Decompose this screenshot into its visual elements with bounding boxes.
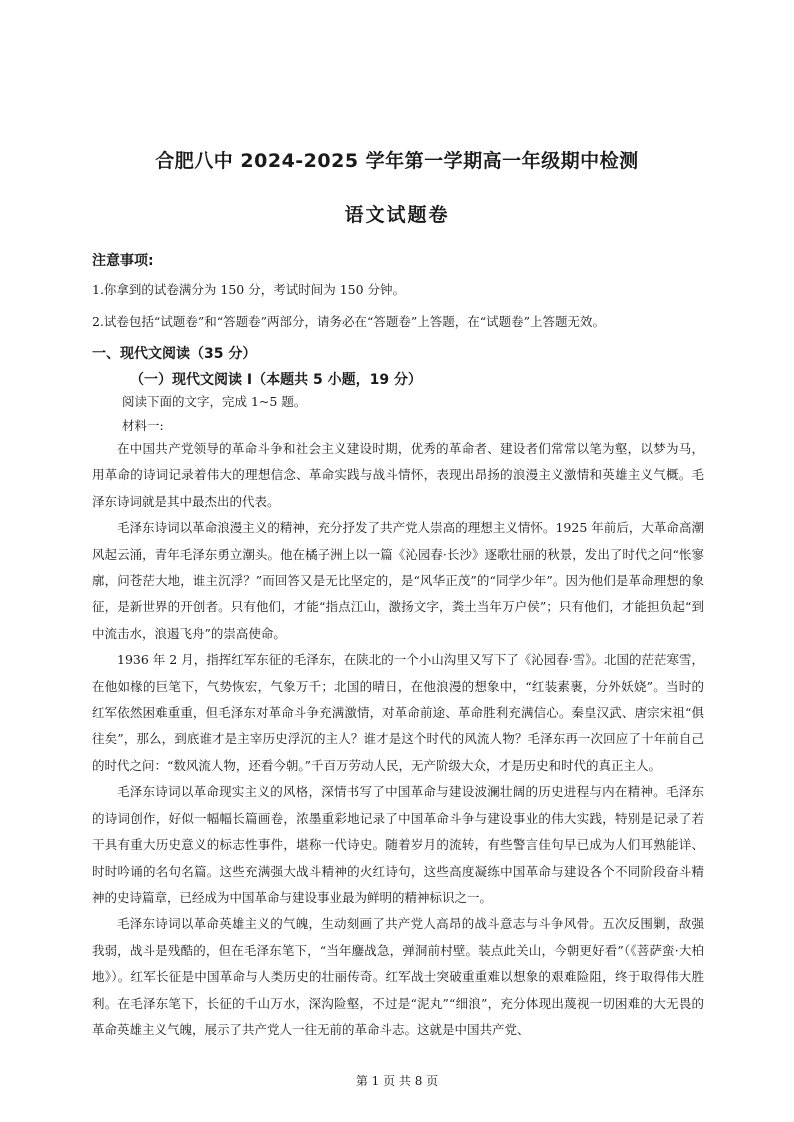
exam-subtitle: 语文试题卷	[344, 204, 450, 226]
passage-paragraph: 毛泽东诗词以革命现实主义的风格，深情书写了中国革命与建设波澜壮阔的历史进程与内在精神。毛泽东的诗词创作，好似一幅幅长篇画卷，浓墨重彩地记录了中国革命斗争与建设事业的伟大实践，特别是记录了若干具有重大历史意义的标志性事件，堪称一代诗史。随着岁月的流转，有些警言佳句早已成为人们耳熟能详、时时吟诵的名句名篇。这些充满强大战斗精神的火红诗句，这些高度凝练中国革命与建设各个不同阶段奋斗精神的史诗篇章，已经成为中国革命与建设事业最为鲜明的精神标识之一。	[92, 784, 704, 905]
reading-instruction: 阅读下面的文字，完成 1~5 题。	[122, 394, 307, 409]
notice-item-1: 1.你拿到的试卷满分为 150 分，考试时间为 150 分钟。	[92, 282, 406, 297]
section-heading: 一、现代文阅读（35 分）	[92, 346, 257, 362]
passage-paragraph: 毛泽东诗词以革命英雄主义的气魄，生动刻画了共产党人高昂的战斗意志与斗争风骨。五次反围剿，敌强我弱，战斗是残酷的，但在毛泽东笔下，“当年鏖战急，弹洞前村壁。装点此关山，今朝更好看”（《菩萨蛮·大柏地》）。红军长征是中国革命与人类历史的壮丽传奇。红军战士突破重重难以想象的艰难险阻，终于取得伟大胜利。在毛泽东笔下，长征的千山万水，深沟险壑，不过是“泥丸”“细浪”，充分体现出蔑视一切困难的大无畏的革命英雄主义气魄，展示了共产党人一往无前的革命斗志。这就是中国共产党、	[92, 916, 704, 1037]
passage-paragraph: 在中国共产党领导的革命斗争和社会主义建设时期，优秀的革命者、建设者们常常以笔为壑，以梦为马，用革命的诗词记录着伟大的理想信念、革命实践与战斗情怀，表现出昂扬的浪漫主义激情和英雄主义气概。毛泽东诗词就是其中最杰出的代表。	[92, 441, 704, 509]
passage-paragraph: 1936 年 2 月，指挥红军东征的毛泽东，在陕北的一个小山沟里又写下了《沁园春·雪》。北国的茫茫寒雪，在他如椽的巨笔下，气势恢宏，气象万千；北国的晴日，在他浪漫的想象中，“红装素裹，分外妖娆”。当时的红军依然困难重重，但毛泽东对革命斗争充满激情，对革命前途、革命胜利充满信心。秦皇汉武、唐宗宋祖“俱往矣”，那么，到底谁才是主宰历史浮沉的主人？谁才是这个时代的风流人物？毛泽东再一次回应了十年前自己的时代之问：“数风流人物，还看今朝。”千百万劳动人民，无产阶级大众，才是历史和时代的真正主人。	[92, 652, 704, 773]
passage-body	[92, 436, 704, 1043]
material-label: 材料一:	[122, 418, 164, 433]
page-footer: 第 1 页 共 8 页	[355, 1074, 439, 1088]
notice-item-2: 2.试卷包括“试题卷”和“答题卷”两部分，请务必在“答题卷”上答题，在“试题卷”上答题无效。	[92, 314, 606, 329]
passage-paragraph: 毛泽东诗词以革命浪漫主义的精神，充分抒发了共产党人崇高的理想主义情怀。1925 年前后，大革命高潮风起云涌，青年毛泽东勇立潮头。他在橘子洲上以一篇《沁园春·长沙》逐歌壮丽的秋景，发出了时代之问“怅寥廓，问苍茫大地，谁主沉浮？”而回答又是无比坚定的，是“风华正茂”的“同学少年”。因为他们是革命理想的象征，是新世界的开创者。只有他们，才能“指点江山，激扬文字，粪土当年万户侯”；只有他们，才能担负起“到中流击水，浪遏飞舟”的崇高使命。	[92, 520, 704, 641]
exam-title: 合肥八中 2024-2025 学年第一学期高一年级期中检测	[155, 150, 639, 172]
notice-heading: 注意事项:	[92, 253, 154, 269]
section-subheading: （一）现代文阅读 I（本题共 5 小题，19 分）	[130, 372, 422, 388]
